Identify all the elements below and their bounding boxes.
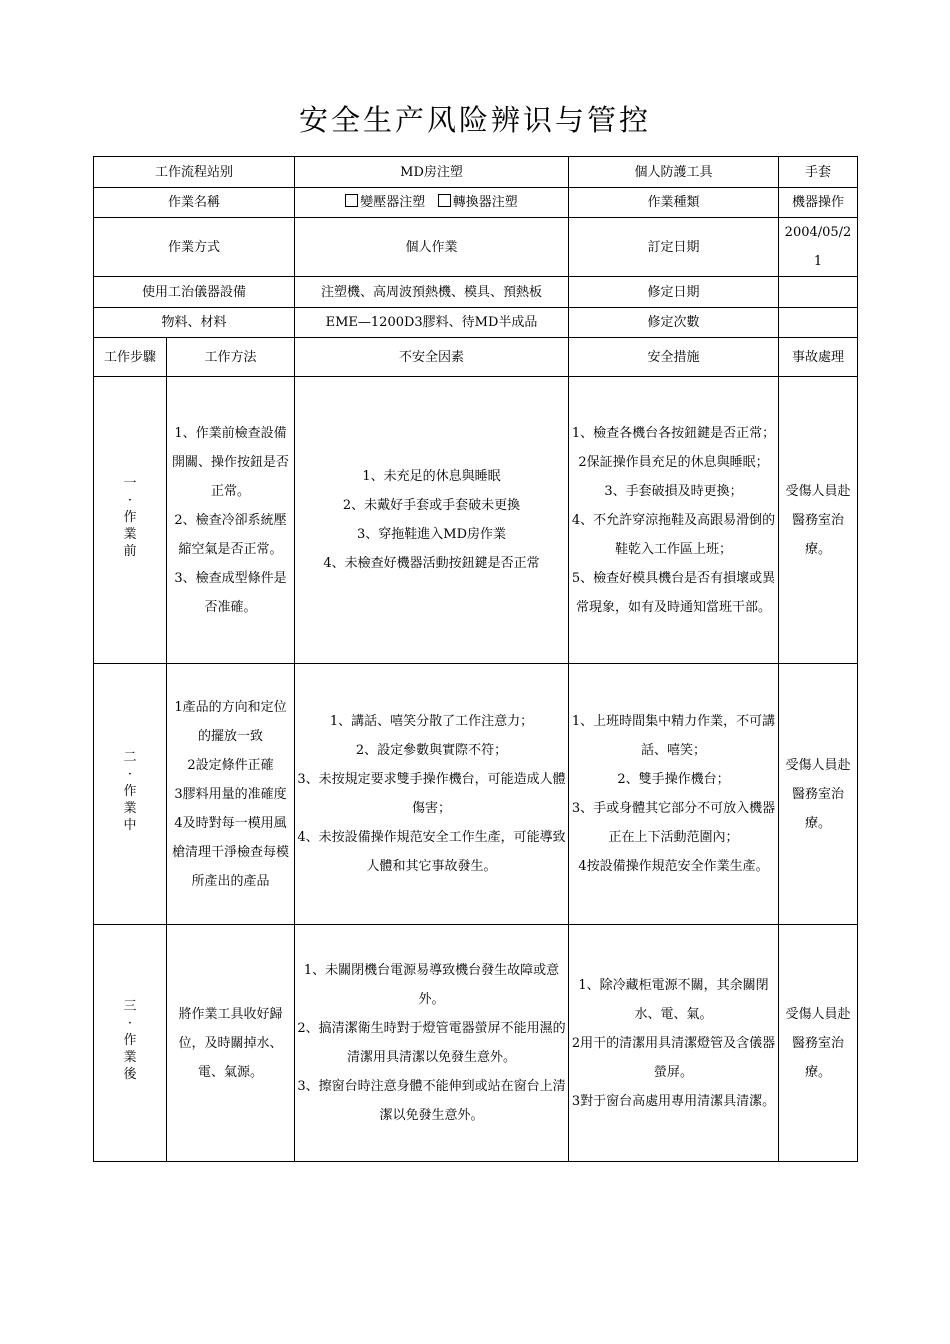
step-label — [94, 925, 167, 1162]
job-option-2: 轉換器注塑 — [452, 195, 518, 210]
material-label: 物料、材料 — [94, 308, 295, 338]
accident-cell: 受傷人員赴醫務室治療。 — [779, 925, 858, 1162]
ppe-value: 手套 — [779, 157, 858, 188]
row-station — [94, 157, 858, 188]
hazard-cell: 1、未充足的休息與睡眠 2、未戴好手套或手套破未更換 3、穿拖鞋進入MD房作業 4、未檢查好機器活動按鈕鍵是否正常 — [295, 377, 569, 664]
checkbox-converter[interactable] — [438, 194, 451, 207]
step-row-during — [94, 664, 858, 925]
station-label: 工作流程站别 — [94, 157, 295, 188]
row-job-name — [94, 188, 858, 218]
equipment-label: 使用工治儀器設備 — [94, 277, 295, 308]
col-accident-header: 事故處理 — [779, 338, 858, 377]
method-cell: 1、作業前檢查設備開關、操作按鈕是否正常。 2、檢查冷卻系統壓縮空氣是否正常。 3、檢查成型條件是否准確。 — [167, 377, 295, 664]
measure-cell: 1、除冷藏柜電源不關，其余關閉水、電、氣。 2用干的清潔用具清潔燈管及含儀器螢屏。 3對于窗台高處用專用清潔具清潔。 — [569, 925, 779, 1162]
set-date-label: 訂定日期 — [569, 218, 779, 277]
hazard-cell: 1、講話、嘻笑分散了工作注意力； 2、設定參數與實際不符； 3、未按規定要求雙手操作機台，可能造成人體傷害； 4、未按設備操作規范安全工作生產，可能導致人體和其它事故發生。 — [295, 664, 569, 925]
step-row-before — [94, 377, 858, 664]
step-label-text: 一·作業前 — [123, 475, 137, 559]
step-label-text: 三·作業後 — [123, 998, 137, 1082]
material-value: EME—1200D3膠料、待MD半成品 — [295, 308, 569, 338]
job-name-label: 作業名稱 — [94, 188, 295, 218]
step-label — [94, 377, 167, 664]
column-header-row — [94, 338, 858, 377]
col-step-header: 工作步驟 — [94, 338, 167, 377]
method-cell: 1產品的方向和定位的擺放一致 2設定條件正確 3膠料用量的准確度 4及時對每一模用風槍清理干淨檢查每模所產出的產品 — [167, 664, 295, 925]
risk-control-table — [93, 156, 858, 1162]
col-measure-header: 安全措施 — [569, 338, 779, 377]
job-option-1: 變壓器注塑 — [360, 195, 426, 210]
job-type-value: 機器操作 — [779, 188, 858, 218]
step-label — [94, 664, 167, 925]
measure-cell: 1、檢查各機台各按鈕鍵是否正常； 2保証操作員充足的休息與睡眠； 3、手套破損及時更換； 4、不允許穿涼拖鞋及高跟易滑倒的鞋乾入工作區上班； 5、檢查好模具機台是否有損壞或異常現象，如有及時通知當班干部。 — [569, 377, 779, 664]
job-name-options — [295, 188, 569, 218]
row-equipment — [94, 277, 858, 308]
page-title: 安全生产风险辨识与管控 — [298, 103, 651, 137]
revise-count-label: 修定次數 — [569, 308, 779, 338]
method-cell: 將作業工具收好歸位，及時關掉水、電、氣源。 — [167, 925, 295, 1162]
station-value: MD房注塑 — [295, 157, 569, 188]
revise-date-value — [779, 277, 858, 308]
work-mode-label: 作業方式 — [94, 218, 295, 277]
step-label-text: 二·作業中 — [123, 749, 137, 833]
measure-cell: 1、上班時間集中精力作業，不可講話、嘻笑； 2、雙手操作機台； 3、手或身體其它部分不可放入機器正在上下活動范圍內； 4按設備操作規范安全作業生產。 — [569, 664, 779, 925]
ppe-label: 個人防護工具 — [569, 157, 779, 188]
work-mode-value: 個人作業 — [295, 218, 569, 277]
step-row-after — [94, 925, 858, 1162]
revise-count-value — [779, 308, 858, 338]
equipment-value: 注塑機、高周波預熱機、模具、預熱板 — [295, 277, 569, 308]
accident-cell: 受傷人員赴醫務室治療。 — [779, 377, 858, 664]
hazard-cell: 1、未關閉機台電源易導致機台發生故障或意外。 2、搞清潔衛生時對于燈管電器螢屏不能用濕的清潔用具清潔以免發生意外。 3、擦窗台時注意身體不能伸到或站在窗台上清潔以免發生意外。 — [295, 925, 569, 1162]
row-work-mode — [94, 218, 858, 277]
row-material — [94, 308, 858, 338]
checkbox-transformer[interactable] — [345, 194, 358, 207]
col-hazard-header: 不安全因素 — [295, 338, 569, 377]
set-date-value: 2004/05/21 — [779, 218, 858, 277]
col-method-header: 工作方法 — [167, 338, 295, 377]
revise-date-label: 修定日期 — [569, 277, 779, 308]
accident-cell: 受傷人員赴醫務室治療。 — [779, 664, 858, 925]
job-type-label: 作業種類 — [569, 188, 779, 218]
